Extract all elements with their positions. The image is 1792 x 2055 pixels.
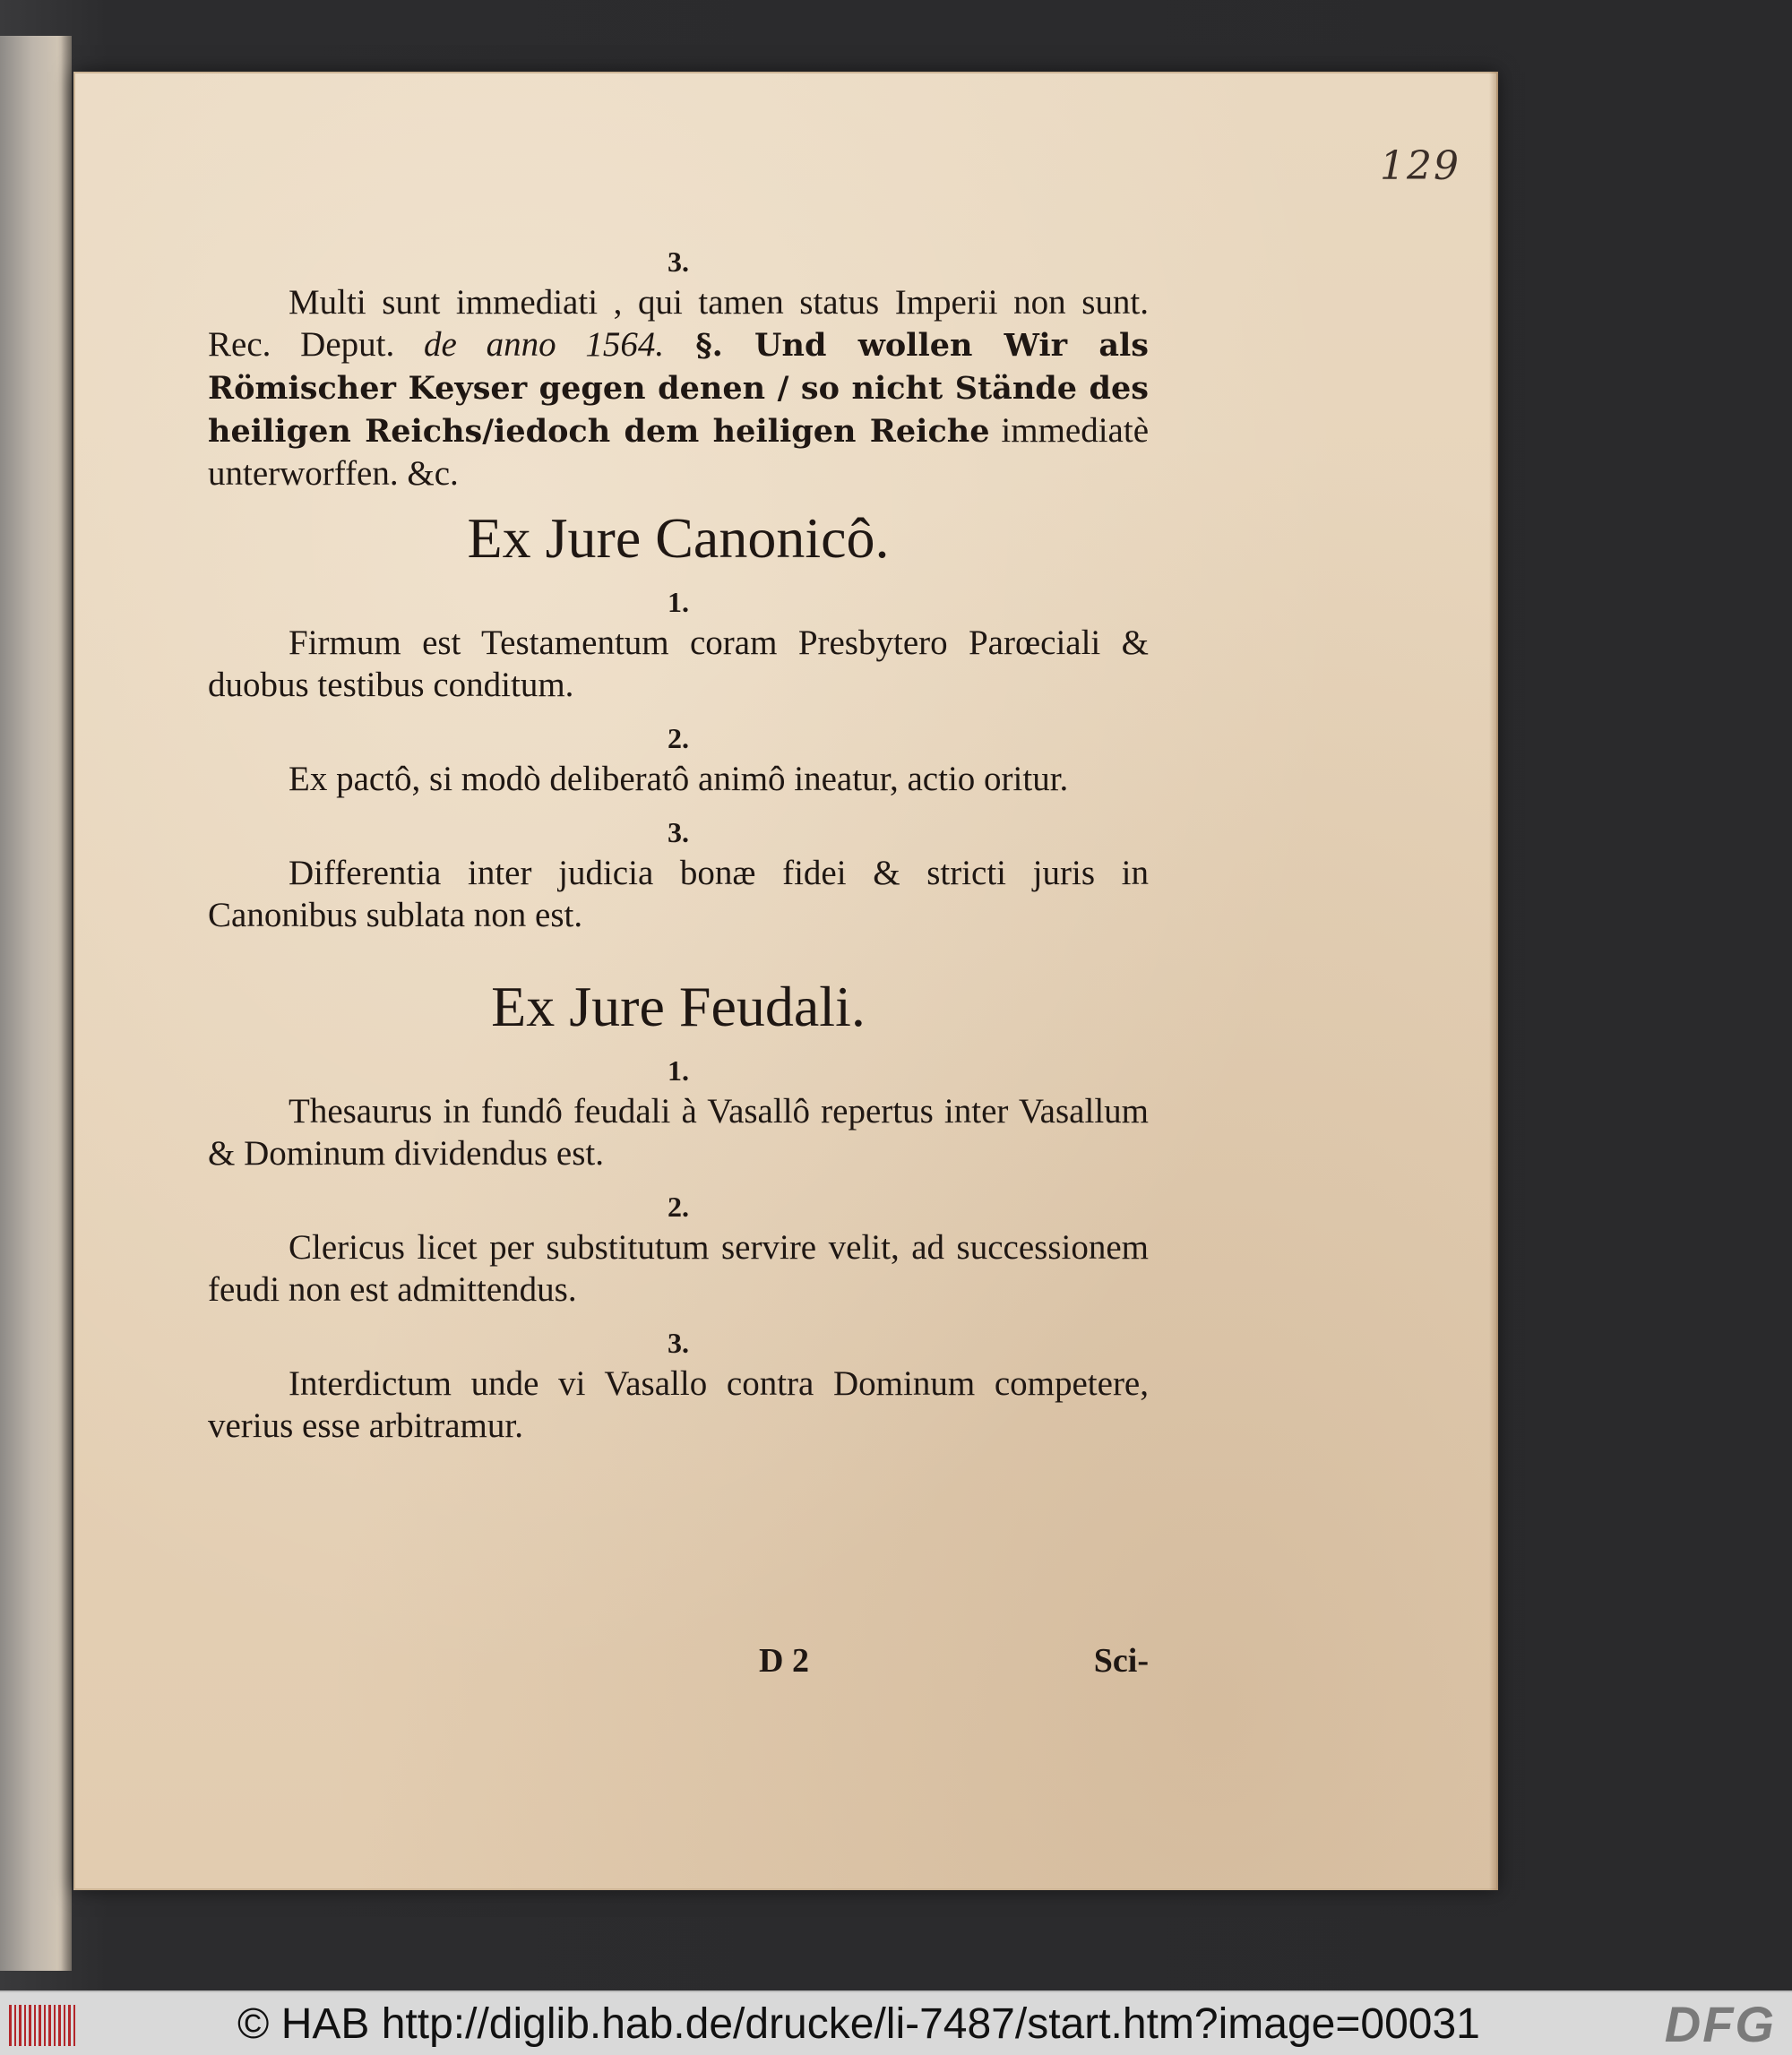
barcode-logo-icon: [9, 2005, 75, 2046]
item-number: 1.: [668, 586, 689, 618]
gutter-shadow: [61, 36, 72, 1971]
catchword: Sci-: [1093, 1642, 1149, 1680]
item-number: 1.: [668, 1054, 689, 1087]
thesis-paragraph: Ex pactô, si modò deliberatô animô ineatur, actio oritur.: [289, 760, 1069, 798]
thesis-paragraph: Thesaurus in fundô feudali à Vasallô repertus inter Vasallum & Dominum dividendus est.: [208, 1092, 1149, 1173]
paragraph-italic: de anno 1564.: [424, 325, 665, 364]
page-footer: [208, 1641, 1149, 1686]
thesis-paragraph: Differentia inter judicia bonæ fidei & stricti juris in Canonibus sublata non est.: [208, 854, 1149, 934]
source-credit: © HAB http://diglib.hab.de/drucke/li-7487/start.htm?image=00031: [237, 2000, 1480, 2048]
credit-bar: [0, 1991, 1792, 2055]
section-number: 3.: [668, 245, 689, 278]
item-number: 2.: [668, 1191, 689, 1223]
paragraph-fraktur: §. Und wollen Wir als Römischer Keyser gegen denen / so nicht Stände des heiligen Reichs/iedoch dem heiligen Reiche: [208, 327, 1149, 450]
signature-mark: D 2: [759, 1642, 809, 1680]
heading-jus-canonicum: Ex Jure Canonicô.: [467, 506, 890, 570]
item-number: 3.: [668, 1327, 689, 1359]
page-text: [208, 242, 1149, 1447]
book-page: [73, 72, 1498, 1890]
dfg-logo: DFG: [1664, 1996, 1776, 2052]
thesis-paragraph: Clericus licet per substitutum servire velit, ad successionem feudi non est admittendus.: [208, 1228, 1149, 1309]
paragraph: [208, 281, 1149, 494]
item-number: 2.: [668, 722, 689, 754]
folio-number: 129: [1380, 143, 1460, 189]
previous-page-edge: [0, 36, 72, 1971]
paragraph-text: Multi sunt immediati , qui tamen status Imperii non sunt. Rec. Deput.: [208, 283, 1149, 364]
thesis-paragraph: Firmum est Testamentum coram Presbytero Parœciali & duobus testibus conditum.: [208, 623, 1149, 704]
paragraph-text-end: immediatè unterworffen. &c.: [208, 411, 1150, 493]
thesis-paragraph: Interdictum unde vi Vasallo contra Dominum competere, verius esse arbitramur.: [208, 1364, 1149, 1445]
item-number: 3.: [668, 816, 689, 848]
heading-jus-feudale: Ex Jure Feudali.: [491, 975, 866, 1038]
